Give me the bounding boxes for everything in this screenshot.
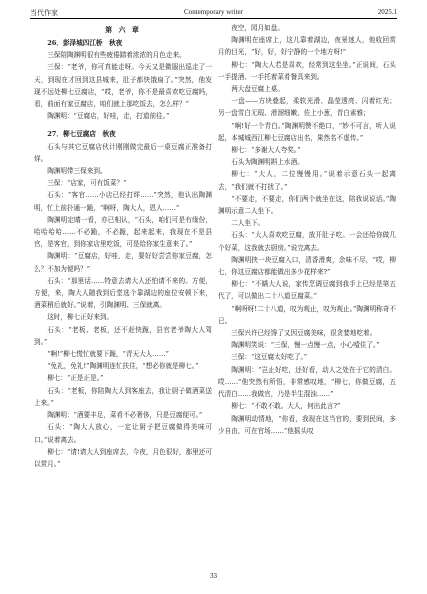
paragraph: 三保：“这豆腐太好吃了。”: [231, 353, 308, 362]
paragraph: 陶渊明动情地，“你看，我现在这当官的，要到民间，多少自由，可在官场……”他摇头叹: [218, 414, 396, 435]
right-column: [218, 22, 396, 437]
paragraph: 柳七：“不敢不敢。大人，何出此言?”: [231, 402, 341, 411]
paragraph: 柳七：“不瞒大人说，家传烹调豆腐到我手上已经是第五代了，可以做出二十八道豆腐菜。”: [218, 280, 396, 301]
header-rule: [30, 18, 397, 19]
paragraph: 这时，柳七正好来到。: [47, 313, 114, 322]
paragraph: 石头：“大人喜欢吃豆腐，放开肚子吃。一会还给你做几个好菜，这我就去厨房。”说完离去。: [218, 231, 396, 252]
paragraph: 陶渊明挟一块豆腐入口，清香滑爽，余味不尽，“哎，柳七，你这豆腐店都能做出多少花样来?”: [218, 255, 396, 277]
paragraph: 陶渊明笑说：“三保，慢一点慢一点，小心噎住了。”: [231, 341, 380, 350]
paragraph: 陶渊明：“岂止好吃，还好看，动人之处在于它的清白。哎……”他突然有所悟，非常感叹地，“柳七，你做豆腐，五代清白……我做官，乃是半生混浊……”: [218, 365, 396, 399]
page-number: 33: [210, 572, 217, 580]
paragraph: 三保兴许已经馋了又因豆腐美味，很贪婪地吃着。: [231, 329, 377, 338]
paragraph: 石头：“客官……小店已经打烊……”突然，他认出陶渊明，忙上前扑通一跪，“啊呀，陶大人，恩人……”: [34, 191, 212, 212]
scene-heading: 26．彭泽城四江桥 秋夜: [47, 39, 123, 47]
paragraph: 石头：“老板，你陪陶大人到客座去，我让厨子做酒菜送上来。”: [34, 386, 212, 407]
paragraph: “不要走，不要走，你们两个就坐在这，陪我说说话。”陶渊明示意二人坐下。: [218, 194, 396, 216]
paragraph: 陶渊明：“豆腐店，好哇，走，打道前往。”: [47, 112, 170, 121]
scene-heading: 27．柳七豆腐店 秋夜: [47, 130, 116, 139]
paragraph: 石头与其它豆腐店伙计刚刚做完最后一桌豆腐正准备打烊。: [34, 142, 212, 163]
journal-name: 当代作家: [30, 9, 58, 17]
journal-english-name: Contemporary writer: [184, 8, 243, 16]
paragraph: “啊!好一个青白。”陶渊明赞不绝口，“妙不可言，听人说起，本城城西江柳七豆腐店出名，果然名不虚传。”: [218, 121, 396, 142]
paragraph: 柳七：“多谢大人夸奖。”: [231, 146, 301, 155]
paragraph: 一盘——方块叠起，柔软光滑、晶莹透亮、闪着红光；另一盘雪白无瑕、滑溜细嫩、佐上小葱，青白素雅；: [218, 97, 396, 118]
paragraph: 两大盘豆腐上桌。: [231, 85, 284, 94]
paragraph: “啊!”柳七慌忙就要下跪，“青天大人……”: [47, 350, 169, 359]
scene-body: [218, 22, 396, 437]
left-column: [34, 22, 212, 470]
paragraph: 陶渊明在座席上，这儿靠着湖边，夜景迷人，他收回赏月的目光，“好，好，好宁静的一个地方呀!”: [218, 36, 396, 57]
scene-body: [34, 141, 212, 470]
paragraph: 三保：“老爷，你可真能走呀。今天又是微服出巡走了一天，到现在才回到这县城来，肚子都快饿扁了。”突然，他发现不远处柳七豆腐店，“哎，老爷，你不是最喜欢吃豆腐吗，看，前面有家豆腐店，咱们就上那吃饭去，怎么样？”: [34, 63, 212, 109]
paragraph: 陶渊明定睛一看，亦已相认，“石头，咱们可是有缘份，哈哈哈哈……不必跪，不必跪，起来起来，我现在不是县官，是客官，到你家店里吃饭，可是给你家生意来了。”: [34, 215, 212, 249]
paragraph: 柳七：“正是正是。”: [47, 374, 104, 383]
paragraph: 石头：“那里话……特意去请大人还怕请不来的。方便，方便，来，陶大人随我到后堂选个靠湖边的座位安顿下来，酒菜稍后就好。”说着，引陶渊明、三保就离。: [34, 276, 212, 310]
paragraph: 柳七：“大人，二位慢慢用。”说着示意石头一起离去，“我们就不打扰了。”: [218, 170, 396, 191]
paragraph: 陶渊明：“豆腐店，好哇，走，要好好尝尝你家豆腐，怎么？不加为便吗？”: [34, 252, 212, 273]
paragraph: “啊呀呀!二十八道，叹为观止，叹为观止。”陶渊明称奇不已。: [218, 304, 396, 325]
paragraph: 柳七：“陶大人若是喜欢，经常到这坐坐。”正说间，石头一手提酒、一手托着菜肴餐具来到。: [218, 60, 396, 81]
paragraph: 三保：“店家，可有饭菜？”: [47, 179, 127, 188]
paragraph: 柳七：“请!请大人到座席去，今夜，月色很好，那里还可以赏月。”: [34, 447, 212, 468]
issue-number: 2025.1: [377, 8, 397, 16]
scene-body: [34, 49, 212, 122]
paragraph: 石头：“陶大人放心，一定让厨子把豆腐做得美味可口。”说着离去。: [34, 423, 212, 444]
paragraph: 二人坐下。: [231, 219, 265, 228]
paragraph: 石头为陶渊明斟上水酒。: [231, 158, 304, 167]
chapter-title: 第 六 章: [105, 25, 141, 34]
paragraph: 陶渊明：“酒要丰足，菜肴不必奢侈，只是豆腐便可。”: [47, 411, 203, 420]
paragraph: 三保陪陶渊明很有些疲倦踏着浓浓的月色走来。: [47, 51, 186, 60]
paragraph: “免礼，免礼!”陶渊明连忙扶住，“想必你就是柳七。”: [47, 362, 199, 371]
paragraph: 石头：“老板、老板，还不赶快跪，县官老爷陶大人驾到。”: [34, 325, 212, 346]
paragraph: 夜空，园月如盘。: [231, 24, 284, 32]
paragraph: 陶渊明带三保来到。: [47, 167, 107, 176]
